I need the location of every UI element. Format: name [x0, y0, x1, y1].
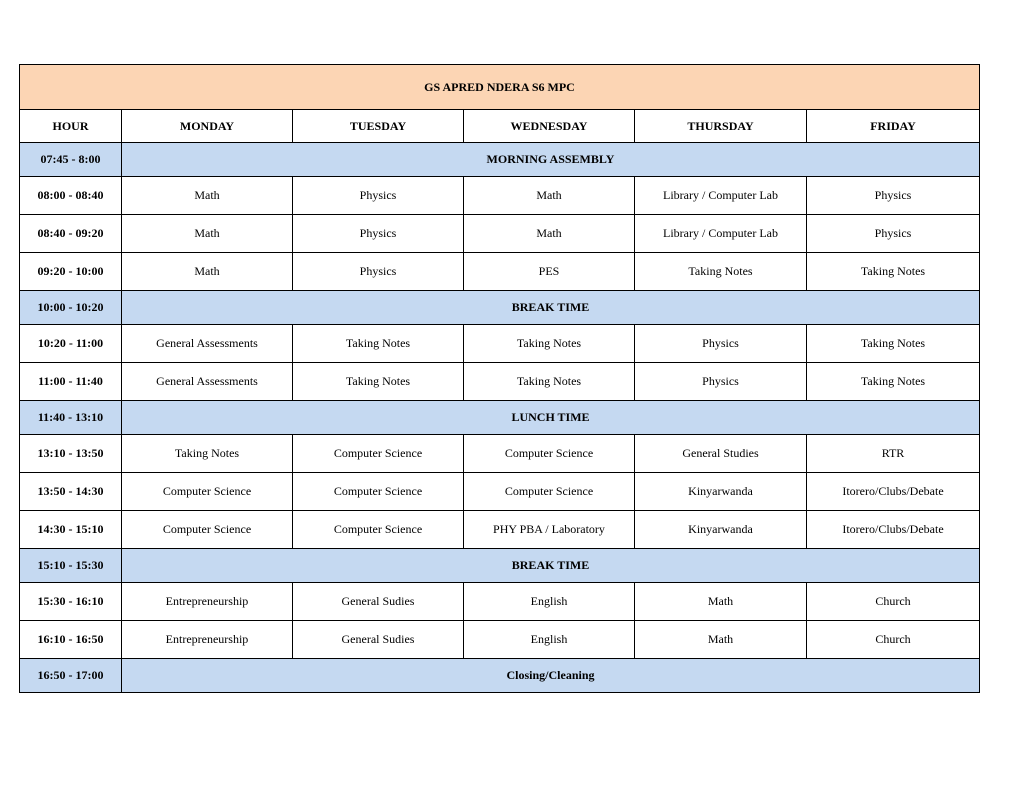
subject-cell: Math — [464, 215, 635, 253]
subject-cell: Physics — [293, 177, 464, 215]
subject-cell: Math — [635, 583, 807, 621]
subject-cell: Math — [635, 621, 807, 659]
hour-cell: 08:00 - 08:40 — [20, 177, 122, 215]
hour-cell: 16:10 - 16:50 — [20, 621, 122, 659]
table-row — [20, 621, 980, 659]
table-row — [20, 253, 980, 291]
subject-cell: Church — [807, 583, 980, 621]
hour-cell: 15:30 - 16:10 — [20, 583, 122, 621]
subject-cell: Taking Notes — [293, 363, 464, 401]
subject-cell: Physics — [807, 177, 980, 215]
subject-cell: English — [464, 621, 635, 659]
hour-cell: 07:45 - 8:00 — [20, 143, 122, 177]
subject-cell: Computer Science — [122, 511, 293, 549]
table-row — [20, 215, 980, 253]
subject-cell: PES — [464, 253, 635, 291]
hour-cell: 09:20 - 10:00 — [20, 253, 122, 291]
subject-cell: Itorero/Clubs/Debate — [807, 473, 980, 511]
subject-cell: Itorero/Clubs/Debate — [807, 511, 980, 549]
hour-cell: 15:10 - 15:30 — [20, 549, 122, 583]
subject-cell: Kinyarwanda — [635, 473, 807, 511]
subject-cell: Computer Science — [293, 473, 464, 511]
table-row — [20, 325, 980, 363]
timetable-body — [20, 65, 980, 693]
table-row — [20, 583, 980, 621]
subject-cell: Computer Science — [464, 473, 635, 511]
subject-cell: Taking Notes — [122, 435, 293, 473]
table-row — [20, 511, 980, 549]
subject-cell: Kinyarwanda — [635, 511, 807, 549]
subject-cell: Computer Science — [293, 511, 464, 549]
subject-cell: Computer Science — [464, 435, 635, 473]
subject-cell: RTR — [807, 435, 980, 473]
hour-cell: 10:00 - 10:20 — [20, 291, 122, 325]
hour-cell: 11:00 - 11:40 — [20, 363, 122, 401]
subject-cell: General Sudies — [293, 583, 464, 621]
special-row — [20, 291, 980, 325]
title-row — [20, 65, 980, 110]
header-friday: FRIDAY — [807, 110, 980, 143]
subject-cell: General Assessments — [122, 363, 293, 401]
special-period-cell: BREAK TIME — [122, 291, 980, 325]
subject-cell: Taking Notes — [807, 325, 980, 363]
subject-cell: Physics — [635, 363, 807, 401]
header-monday: MONDAY — [122, 110, 293, 143]
subject-cell: Physics — [293, 215, 464, 253]
subject-cell: Computer Science — [122, 473, 293, 511]
subject-cell: Math — [464, 177, 635, 215]
header-hour: HOUR — [20, 110, 122, 143]
hour-cell: 13:10 - 13:50 — [20, 435, 122, 473]
special-row — [20, 549, 980, 583]
subject-cell: Math — [122, 253, 293, 291]
subject-cell: PHY PBA / Laboratory — [464, 511, 635, 549]
subject-cell: Physics — [635, 325, 807, 363]
special-row — [20, 143, 980, 177]
hour-cell: 11:40 - 13:10 — [20, 401, 122, 435]
hour-cell: 16:50 - 17:00 — [20, 659, 122, 693]
subject-cell: Math — [122, 215, 293, 253]
special-period-cell: MORNING ASSEMBLY — [122, 143, 980, 177]
subject-cell: Library / Computer Lab — [635, 215, 807, 253]
header-tuesday: TUESDAY — [293, 110, 464, 143]
subject-cell: Taking Notes — [293, 325, 464, 363]
header-thursday: THURSDAY — [635, 110, 807, 143]
subject-cell: Physics — [807, 215, 980, 253]
subject-cell: Entrepreneurship — [122, 583, 293, 621]
special-row — [20, 659, 980, 693]
table-row — [20, 435, 980, 473]
hour-cell: 14:30 - 15:10 — [20, 511, 122, 549]
table-row — [20, 363, 980, 401]
header-row — [20, 110, 980, 143]
special-period-cell: LUNCH TIME — [122, 401, 980, 435]
header-wednesday: WEDNESDAY — [464, 110, 635, 143]
subject-cell: Taking Notes — [807, 253, 980, 291]
subject-cell: Physics — [293, 253, 464, 291]
subject-cell: Library / Computer Lab — [635, 177, 807, 215]
hour-cell: 10:20 - 11:00 — [20, 325, 122, 363]
hour-cell: 08:40 - 09:20 — [20, 215, 122, 253]
subject-cell: Church — [807, 621, 980, 659]
timetable — [19, 64, 980, 693]
hour-cell: 13:50 - 14:30 — [20, 473, 122, 511]
subject-cell: Math — [122, 177, 293, 215]
special-period-cell: Closing/Cleaning — [122, 659, 980, 693]
subject-cell: Taking Notes — [464, 363, 635, 401]
subject-cell: Taking Notes — [807, 363, 980, 401]
subject-cell: Computer Science — [293, 435, 464, 473]
timetable-title: GS APRED NDERA S6 MPC — [20, 65, 980, 110]
table-row — [20, 473, 980, 511]
subject-cell: English — [464, 583, 635, 621]
subject-cell: General Assessments — [122, 325, 293, 363]
special-period-cell: BREAK TIME — [122, 549, 980, 583]
subject-cell: Taking Notes — [464, 325, 635, 363]
subject-cell: Taking Notes — [635, 253, 807, 291]
table-row — [20, 177, 980, 215]
subject-cell: Entrepreneurship — [122, 621, 293, 659]
special-row — [20, 401, 980, 435]
subject-cell: General Studies — [635, 435, 807, 473]
subject-cell: General Sudies — [293, 621, 464, 659]
